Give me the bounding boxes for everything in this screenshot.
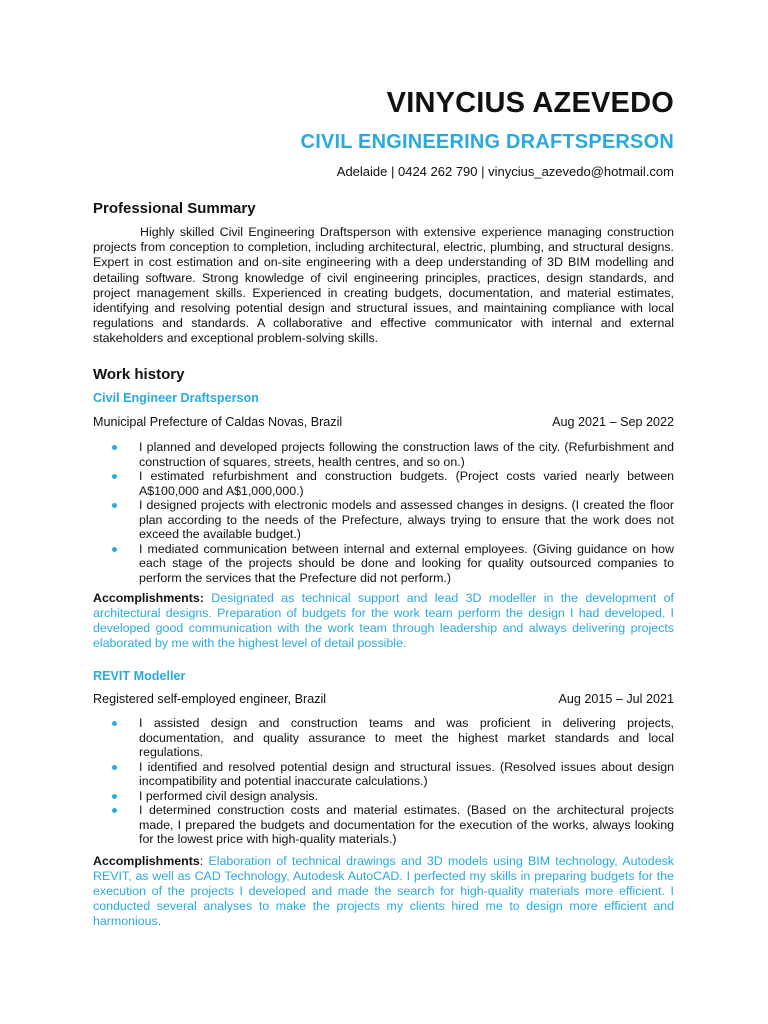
summary-text: Highly skilled Civil Engineering Draftsperson with extensive experience managing construction projects from conception to completion, including architectural, electric, plumbing, and structural designs. Expert in cost estimation and on-site engineering with a deep understanding of 3D BIM modelling and detailing software. Strong knowledge of civil engineering principles, practices, design standards, and project management skills. Experienced in creating budgets, documentation, and material estimates, identifying and resolving potential design and structural issues, and maintaining compliance with local regulations and standards. A collaborative and effective communicator with internal and external stakeholders and exceptional problem-solving skills.	[93, 225, 674, 346]
bullet-icon	[112, 808, 117, 813]
list-item: I identified and resolved potential design and structural issues. (Resolved issues about design incompatibility and potential inaccurate calculations.)	[112, 760, 674, 789]
bullet-icon	[112, 474, 117, 479]
list-item: I performed civil design analysis.	[112, 789, 674, 804]
bullet-icon	[112, 721, 117, 726]
list-item: I determined construction costs and material estimates. (Based on the architectural projects made, I prepared the budgets and documentation for the execution of the works, always looking for the lowest price with high-quality materials.)	[112, 803, 674, 847]
job-dates: Aug 2015 – Jul 2021	[558, 692, 674, 706]
list-item: I estimated refurbishment and construction budgets. (Project costs varied nearly between A$100,000 and A$1,000,000.)	[112, 469, 674, 498]
contact-line: Adelaide | 0424 262 790 | vinycius_azevedo@hotmail.com	[336, 164, 674, 179]
candidate-name: VINYCIUS AZEVEDO	[386, 87, 674, 119]
list-item: I designed projects with electronic models and assessed changes in designs. (I created the floor plan according to the needs of the Prefecture, always trying to ensure that the work does not exceed the available budget.)	[112, 498, 674, 542]
candidate-role: CIVIL ENGINEERING DRAFTSPERSON	[300, 131, 674, 153]
job-employer-row	[93, 692, 674, 706]
bullet-icon	[112, 547, 117, 552]
accomplishments-label: Accomplishments:	[93, 591, 204, 605]
job-bullet-list	[112, 716, 674, 847]
job-accomplishments	[93, 591, 674, 651]
list-item: I mediated communication between internal and external employees. (Giving guidance on how each stage of the projects should be done and looking for quality outsourced companies to perform the services that the Prefecture did not perform.)	[112, 542, 674, 586]
accomplishments-separator: :	[199, 854, 204, 868]
accomplishments-text: Designated as technical support and lead 3D modeller in the development of architectural designs. Preparation of budgets for the work team perform the design I had developed. I developed good communication with the work team through leadership and always delivering projects elaborated by me with the highest level of detail possible.	[93, 591, 674, 650]
job-employer: Registered self-employed engineer, Brazil	[93, 692, 327, 706]
job-accomplishments	[93, 854, 674, 929]
accomplishments-label: Accomplishments	[93, 854, 200, 868]
job-dates: Aug 2021 – Sep 2022	[552, 415, 674, 429]
job-employer: Municipal Prefecture of Caldas Novas, Brazil	[93, 415, 343, 429]
bullet-icon	[112, 765, 117, 770]
job-title: Civil Engineer Draftsperson	[93, 391, 259, 405]
list-item: I assisted design and construction teams and was proficient in delivering projects, documentation, and quality assurance to meet the highest market standards and local regulations.	[112, 716, 674, 760]
summary-heading: Professional Summary	[93, 200, 256, 217]
accomplishments-text: Elaboration of technical drawings and 3D models using BIM technology, Autodesk REVIT, as well as CAD Technology, Autodesk AutoCAD. I perfected my skills in preparing budgets for the execution of the projects I developed and made the search for high-quality materials more efficient. I conducted several analyses to make the projects my clients hired me to design more efficient and harmonious.	[93, 854, 674, 928]
bullet-icon	[112, 503, 117, 508]
list-item: I planned and developed projects following the construction laws of the city. (Refurbishment and construction of squares, streets, health centres, and so on.)	[112, 440, 674, 469]
job-title: REVIT Modeller	[93, 669, 186, 683]
bullet-icon	[112, 445, 117, 450]
bullet-icon	[112, 794, 117, 799]
job-employer-row	[93, 415, 674, 429]
job-bullet-list	[112, 440, 674, 585]
work-history-heading: Work history	[93, 366, 185, 383]
